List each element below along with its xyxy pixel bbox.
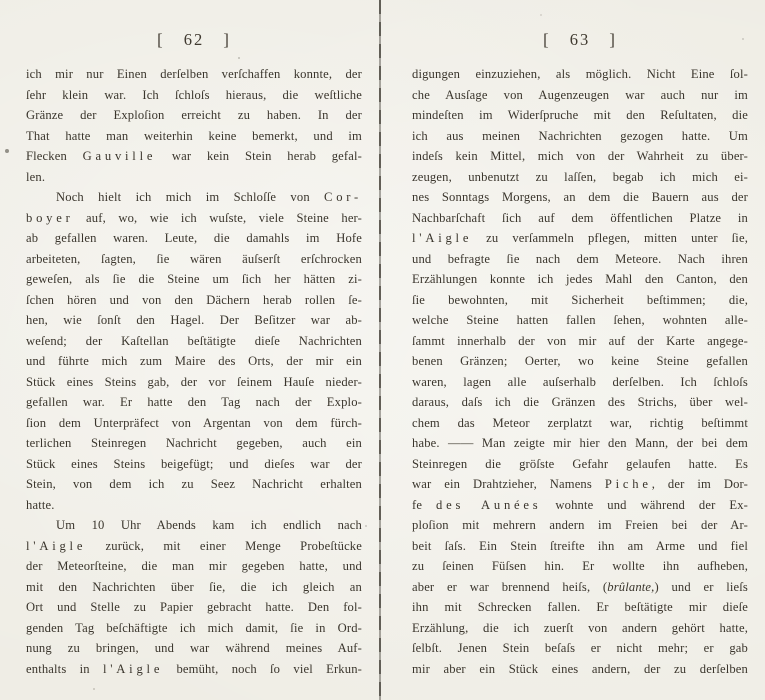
text-segment: digungen einzuziehen, als möglich. Nicht Eine ſol-: [412, 67, 748, 81]
text-segment: mir aber ein Stück eines andern, der zu derſelben: [412, 661, 748, 676]
text-segment: len.: [26, 169, 46, 184]
text-segment: zu ſeinen Füſsen hin. Er wollte ihn aufheben,: [412, 559, 748, 573]
text-line: [412, 249, 748, 270]
text-segment: zeugen, unbenutzt zu laſſen, begab ich mich ei-: [412, 169, 748, 184]
text-line: [26, 290, 362, 311]
text-line: [26, 536, 362, 557]
text-segment: brûlante,: [607, 579, 655, 594]
text-line: [26, 413, 362, 434]
text-segment: habe. —— Man zeigte mir hier den Mann, der bei dem: [412, 436, 748, 450]
text-line: [412, 515, 748, 536]
text-line: [412, 454, 748, 475]
text-line: [26, 85, 362, 106]
page-62-text: [26, 64, 362, 679]
text-line: [412, 85, 748, 106]
text-segment: Gränze der Exploſion erreicht zu haben. In der: [26, 108, 362, 122]
text-segment: zurück, mit einer Menge Probeſtücke: [86, 538, 362, 553]
page-number-header-right: [ 63 ]: [543, 30, 617, 49]
text-segment: weſend; der Kaſtellan beſtätigte dieſe Nachrichten: [26, 333, 362, 348]
text-segment: ſehr klein war. Ich ſchloſs hieraus, die weſtliche: [26, 87, 362, 102]
text-segment: ſie bewohnten, mit Sicherheit beſtimmen; die,: [412, 292, 748, 307]
text-segment: waren, lagen alle auſserhalb derſelben. Ich ſchloſs: [412, 374, 748, 389]
text-segment: Stück eines Steins beigefügt; und dieſes war der: [26, 456, 362, 471]
text-segment: , der im Dor-: [651, 477, 748, 491]
text-segment: auf, wo, wie ich wuſste, viele Steine her-: [73, 210, 362, 225]
text-line: [412, 331, 748, 352]
text-line: [412, 495, 748, 516]
text-line: [412, 536, 748, 557]
text-segment: ſion dem Unterpräfect von Argentan von dem fürch-: [26, 415, 362, 430]
text-segment: fe: [412, 497, 437, 512]
text-line: [412, 146, 748, 167]
text-segment: ploſion mit mehrern andern im Freien bei der Ar-: [412, 518, 748, 532]
text-segment: benen Gränzen; Oerter, wo keine Steine gefallen: [412, 354, 748, 368]
text-segment: Cor-: [324, 190, 362, 204]
text-segment: ich aus meinen Nachrichten gezogen hatte. Um: [412, 128, 748, 143]
text-segment: Erzählungen konnte ich jedes Mahl den Canton, den: [412, 272, 748, 286]
text-line: [412, 351, 748, 372]
text-segment: und befragte ſie nach dem Meteore. Nach ihren: [412, 251, 748, 266]
text-line: [26, 228, 362, 249]
text-segment: war kein Stein herab gefal-: [156, 149, 362, 163]
text-line: [412, 105, 748, 126]
text-segment: terlichen Steinregen Nachricht gegeben, auch ein: [26, 436, 362, 450]
text-segment: war ein Drahtzieher, Namens: [412, 477, 605, 491]
text-segment: ich mir nur Einen derſelben verſchaffen konnte, der: [26, 67, 362, 81]
text-line: [26, 310, 362, 331]
text-line: [412, 167, 748, 188]
page-number-header-left: [ 62 ]: [157, 30, 231, 49]
page-63-text: [412, 64, 748, 679]
text-line: [26, 249, 362, 270]
text-segment: ſelbſt. Jenen Stein beſaſs er nicht mehr; er gab: [412, 641, 748, 655]
text-line: [412, 126, 748, 147]
text-segment: ) und er lieſs: [654, 579, 748, 594]
text-line: [26, 515, 362, 536]
text-line: [412, 433, 748, 454]
text-line: [412, 638, 748, 659]
text-segment: und führte mich zum Maire des Orts, der mir ein: [26, 354, 362, 368]
text-line: [26, 556, 362, 577]
text-segment: hen, wie ſonſt den Hagel. Der Beſitzer war ab-: [26, 313, 362, 327]
text-line: [412, 474, 748, 495]
text-segment: Ort und Stelle zu Papier gebracht hatte. Den fol-: [26, 600, 362, 614]
text-line: [26, 105, 362, 126]
text-segment: geweſen, als ſie die Steine um ſich her hätten zi-: [26, 272, 362, 286]
text-line: [412, 187, 748, 208]
text-segment: Stück eines Steins gab, der vor ſeinem Hauſe nieder-: [26, 374, 362, 389]
text-segment: ſammt innerhalb der von mir auf der Karte angege-: [412, 333, 748, 348]
text-line: [412, 208, 748, 229]
text-segment: des Aunées: [436, 497, 542, 512]
text-line: [26, 372, 362, 393]
text-segment: bemüht, noch ſo viel Erkun-: [163, 661, 362, 676]
text-segment: Stein, von dem ich zu Seez Nachricht erhalten: [26, 477, 362, 491]
page-gutter-line: [379, 0, 381, 700]
text-line: [412, 310, 748, 331]
text-line: [26, 269, 362, 290]
text-segment: l'Aigle: [412, 231, 473, 245]
text-segment: welche Steine hatten fallen ſehen, wohnten alle-: [412, 313, 748, 327]
text-segment: nung zu bringen, und war während meines Auf-: [26, 641, 362, 655]
text-segment: beit ſaſs. Ein Stein ſtreifte ihn am Arme und fiel: [412, 538, 748, 553]
text-line: [26, 618, 362, 639]
text-line: [26, 126, 362, 147]
text-line: [26, 146, 362, 167]
text-line: [26, 331, 362, 352]
text-line: [412, 597, 748, 618]
text-segment: mit den Nachrichten über ſie, die ich gleich an: [26, 579, 362, 594]
text-segment: Erzählung, die ich zuerſt von andern gehört hatte,: [412, 620, 748, 635]
text-line: [26, 638, 362, 659]
text-segment: daraus, daſs ich die Gränzen des Strichs, über wel-: [412, 395, 748, 409]
text-segment: boyer: [26, 210, 74, 225]
text-line: [412, 618, 748, 639]
text-segment: ihn mit Schrecken fallen. Er beſtätigte mir dieſe: [412, 600, 748, 614]
text-line: [412, 228, 748, 249]
text-line: [26, 454, 362, 475]
text-line: [26, 474, 362, 495]
text-segment: che Ausſage von Augenzeugen war auch nur im: [412, 87, 748, 102]
text-line: [412, 392, 748, 413]
text-segment: der Meteorſteine, die man mir gegeben hatte, und: [26, 559, 362, 573]
text-segment: l'Aigle: [102, 661, 164, 676]
text-segment: ab gefallen waren. Leute, die damahls im Hofe: [26, 231, 362, 245]
text-line: [412, 659, 748, 680]
text-segment: aber er war brennend heiſs, (: [412, 579, 608, 594]
text-segment: mindeſten im Widerſpruche mit den Reſultaten, die: [412, 108, 748, 122]
text-line: [26, 351, 362, 372]
text-line: [26, 187, 362, 208]
text-line: [412, 577, 748, 598]
scan-noise-specks: [0, 0, 2, 2]
text-segment: hatte.: [26, 497, 55, 512]
text-line: [26, 597, 362, 618]
text-segment: Steinregen die gröſste Gefahr gelaufen hatte. Es: [412, 456, 748, 471]
text-segment: l'Aigle: [26, 538, 87, 553]
text-line: [412, 556, 748, 577]
text-line: [26, 577, 362, 598]
text-line: [412, 64, 748, 85]
text-segment: gefallen war. Er hatte den Tag nach der Explo-: [26, 395, 362, 409]
text-line: [26, 392, 362, 413]
text-segment: genden Tag beſchäftigte ich mich damit, ſie in Ord-: [26, 620, 362, 635]
text-line: [26, 659, 362, 680]
text-segment: enthalts in: [26, 661, 103, 676]
text-segment: zu verſammeln pflegen, mitten unter ſie,: [472, 231, 748, 245]
text-segment: Gauville: [82, 149, 157, 163]
text-segment: arbeiteten, ſagten, ſie wären äuſserſt erſchrocken: [26, 251, 362, 266]
text-line: [412, 269, 748, 290]
text-line: [26, 208, 362, 229]
text-line: [412, 372, 748, 393]
text-segment: Piche: [604, 477, 652, 491]
text-line: [26, 167, 362, 188]
text-segment: nes Sonntags Morgens, an dem die Bauern aus der: [412, 190, 748, 204]
text-segment: ſchen hören und von den Dächern herab rollen ſe-: [26, 292, 362, 307]
text-segment: Noch hielt ich mich im Schloſſe von: [56, 190, 325, 204]
text-segment: Um 10 Uhr Abends kam ich endlich nach: [56, 518, 362, 532]
text-segment: wohnte und während der Ex-: [541, 497, 748, 512]
text-line: [26, 433, 362, 454]
text-line: [26, 64, 362, 85]
text-line: [412, 413, 748, 434]
text-segment: indeſs kein Mittel, mich von der Wahrheit zu über-: [412, 149, 748, 163]
text-line: [412, 290, 748, 311]
text-segment: chem das Meteor zerplatzt war, richtig beſtimmt: [412, 415, 748, 430]
text-line: [26, 495, 362, 516]
text-segment: Flecken: [26, 149, 83, 163]
text-segment: Nachbarſchaft ſich auf dem öffentlichen Platze in: [412, 210, 748, 225]
text-segment: That hatte man weiterhin keine bemerkt, und im: [26, 128, 362, 143]
